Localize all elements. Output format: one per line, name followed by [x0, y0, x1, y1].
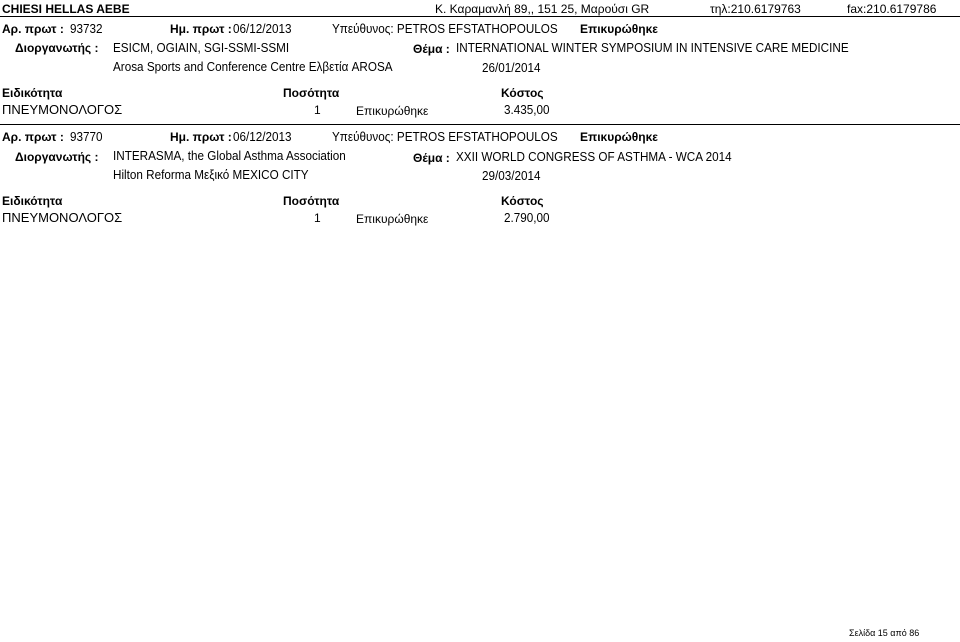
organizer-label: Διοργανωτής :	[15, 150, 99, 164]
protocol-label: Αρ. πρωτ :	[2, 22, 64, 36]
organizer: ESICM, OGIAIN, SGI-SSMI-SSMI	[113, 40, 290, 55]
date-label: Ημ. πρωτ :	[170, 130, 232, 144]
organizer: INTERASMA, the Global Asthma Association	[113, 148, 346, 163]
protocol-label: Αρ. πρωτ :	[2, 130, 64, 144]
protocol-number: 93732	[70, 21, 103, 36]
col-cost-header: Κόστος	[501, 86, 544, 100]
col-specialty-header: Ειδικότητα	[2, 86, 63, 100]
subject-label: Θέμα :	[413, 42, 450, 56]
event-date: 26/01/2014	[482, 60, 541, 75]
organizer-label: Διοργανωτής :	[15, 41, 99, 55]
company-phone: τηλ:210.6179763	[710, 2, 801, 16]
subject: INTERNATIONAL WINTER SYMPOSIUM IN INTENSIVE CARE MEDICINE	[456, 40, 849, 55]
subject: XXII WORLD CONGRESS OF ASTHMA - WCA 2014	[456, 149, 732, 164]
status: Επικυρώθηκε	[580, 130, 658, 144]
specialty: ΠΝΕΥΜΟΝΟΛΟΓΟΣ	[2, 210, 123, 225]
date-label: Ημ. πρωτ :	[170, 22, 232, 36]
protocol-date: 06/12/2013	[233, 21, 292, 36]
item-status: Επικυρώθηκε	[356, 104, 429, 118]
col-cost-header: Κόστος	[501, 194, 544, 208]
protocol-number: 93770	[70, 129, 103, 144]
col-quantity-header: Ποσότητα	[283, 194, 340, 208]
specialty: ΠΝΕΥΜΟΝΟΛΟΓΟΣ	[2, 102, 123, 117]
record-divider	[0, 124, 960, 125]
venue: Arosa Sports and Conference Centre Ελβετία AROSA	[113, 59, 393, 74]
quantity: 1	[314, 211, 321, 225]
page-number: Σελίδα 15 από 86	[849, 628, 920, 638]
responsible: Υπεύθυνος: PETROS EFSTATHOPOULOS	[332, 129, 558, 144]
col-quantity-header: Ποσότητα	[283, 86, 340, 100]
subject-label: Θέμα :	[413, 151, 450, 165]
status: Επικυρώθηκε	[580, 22, 658, 36]
cost: 3.435,00	[504, 102, 550, 117]
company-address: Κ. Καραμανλή 89,, 151 25, Μαρούσι GR	[435, 2, 650, 16]
quantity: 1	[314, 103, 321, 117]
cost: 2.790,00	[504, 210, 550, 225]
responsible: Υπεύθυνος: PETROS EFSTATHOPOULOS	[332, 21, 558, 36]
company-fax: fax:210.6179786	[847, 2, 937, 16]
header-divider	[0, 16, 960, 17]
venue: Hilton Reforma Μεξικό MEXICO CITY	[113, 167, 309, 182]
protocol-date: 06/12/2013	[233, 129, 292, 144]
company-name: CHIESI HELLAS AEBE	[2, 2, 130, 16]
event-date: 29/03/2014	[482, 168, 541, 183]
col-specialty-header: Ειδικότητα	[2, 194, 63, 208]
item-status: Επικυρώθηκε	[356, 212, 429, 226]
